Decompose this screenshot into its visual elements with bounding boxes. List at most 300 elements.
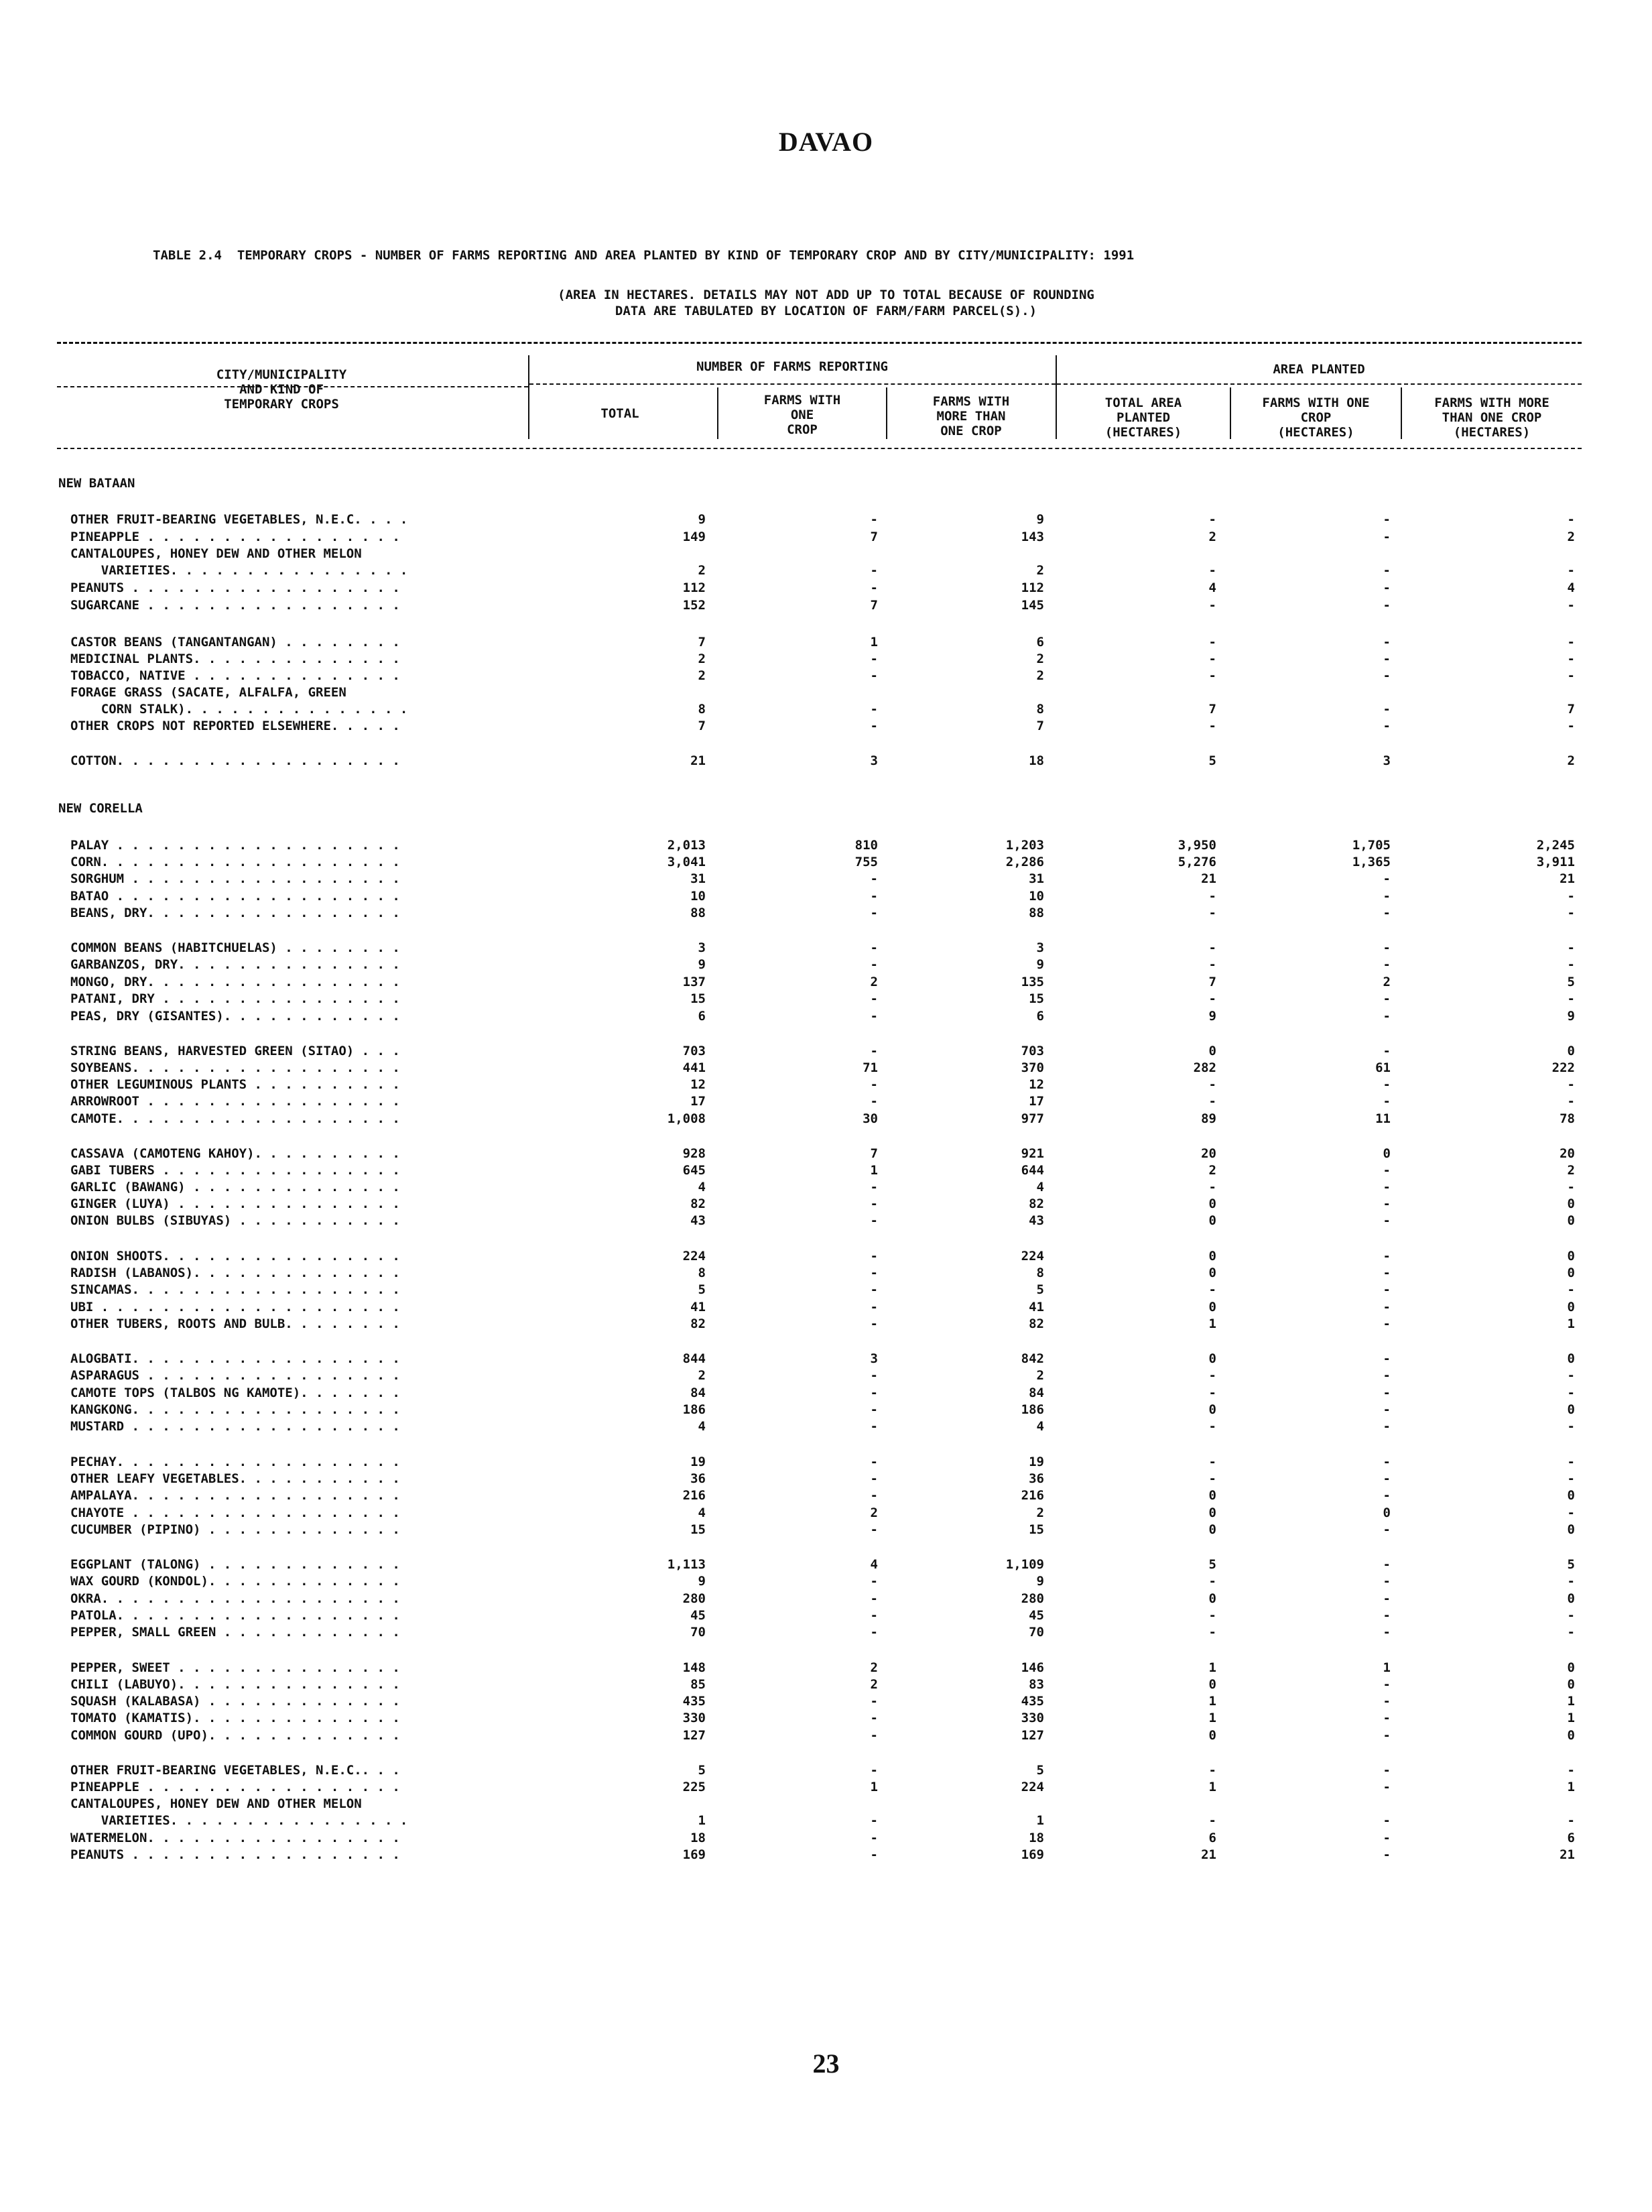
crop-label: MONGO, DRY. . . . . . . . . . . . . . . . . <box>70 975 400 989</box>
farms-one-crop-cell: - <box>870 1847 878 1862</box>
table-row <box>0 1557 1652 1573</box>
farms-one-crop-cell: 1 <box>870 1780 878 1794</box>
total-farms-cell: 3 <box>698 940 706 955</box>
area-one-crop-cell: - <box>1383 563 1391 578</box>
farms-one-crop-cell: - <box>870 1300 878 1314</box>
total-farms-cell: 36 <box>690 1471 706 1486</box>
table-row <box>0 1060 1652 1077</box>
area-more-crop-cell: - <box>1567 1608 1575 1623</box>
area-more-crop-cell: 7 <box>1567 702 1575 717</box>
area-more-crop-cell: 0 <box>1567 1266 1575 1280</box>
area-more-crop-cell: - <box>1567 1419 1575 1434</box>
total-farms-cell: 9 <box>698 512 706 527</box>
table-row <box>0 1094 1652 1110</box>
farms-one-crop-cell: - <box>870 1009 878 1024</box>
farms-one-crop-cell: 7 <box>870 598 878 613</box>
table-row <box>0 1213 1652 1229</box>
total-farms-cell: 225 <box>682 1780 706 1794</box>
total-farms-cell: 330 <box>682 1711 706 1725</box>
area-one-crop-cell: - <box>1383 1711 1391 1725</box>
table-row <box>0 563 1652 579</box>
table-row <box>0 685 1652 701</box>
farms-more-crop-cell: 88 <box>1029 906 1044 920</box>
total-area-cell: - <box>1208 563 1216 578</box>
area-more-crop-cell: - <box>1567 1574 1575 1589</box>
crop-label: CAMOTE TOPS (TALBOS NG KAMOTE). . . . . . . <box>70 1386 400 1400</box>
table-row <box>0 1660 1652 1676</box>
crop-label: WATERMELON. . . . . . . . . . . . . . . . . <box>70 1831 400 1845</box>
table-row <box>0 546 1652 562</box>
farms-more-crop-cell: 135 <box>1021 975 1044 989</box>
total-area-cell: 0 <box>1208 1044 1216 1058</box>
area-more-crop-cell: 1 <box>1567 1780 1575 1794</box>
crop-label: PINEAPPLE . . . . . . . . . . . . . . . . . <box>70 530 400 544</box>
area-one-crop-cell: - <box>1383 957 1391 972</box>
crop-label: CHILI (LABUYO). . . . . . . . . . . . . . . <box>70 1677 400 1692</box>
area-more-crop-cell: 5 <box>1567 975 1575 989</box>
section-name: NEW BATAAN <box>58 476 135 491</box>
area-one-crop-cell: - <box>1383 991 1391 1006</box>
table-row <box>0 1728 1652 1744</box>
crop-label: PALAY . . . . . . . . . . . . . . . . . . . <box>70 838 400 853</box>
table-row <box>0 1386 1652 1402</box>
crop-label: VARIETIES. . . . . . . . . . . . . . . . <box>70 563 408 578</box>
area-one-crop-cell: - <box>1383 1625 1391 1640</box>
crop-label: CASTOR BEANS (TANGANTANGAN) . . . . . . . . <box>70 635 400 650</box>
farms-more-crop-cell: 9 <box>1036 1574 1044 1589</box>
farms-one-crop-cell: - <box>870 1574 878 1589</box>
table-row <box>0 1044 1652 1060</box>
header-area-one-crop: FARMS WITH ONE CROP (HECTARES) <box>1262 395 1370 440</box>
table-row <box>0 702 1652 718</box>
table-row <box>0 1402 1652 1418</box>
total-area-cell: 9 <box>1208 1009 1216 1024</box>
table-row <box>0 1591 1652 1607</box>
farms-one-crop-cell: - <box>870 1282 878 1297</box>
total-area-cell: 7 <box>1208 975 1216 989</box>
area-one-crop-cell: - <box>1383 906 1391 920</box>
farms-more-crop-cell: 4 <box>1036 1180 1044 1194</box>
crop-label: OTHER CROPS NOT REPORTED ELSEWHERE. . . . . <box>70 719 400 733</box>
total-farms-cell: 9 <box>698 957 706 972</box>
farms-more-crop-cell: 169 <box>1021 1847 1044 1862</box>
total-area-cell: 0 <box>1208 1677 1216 1692</box>
crop-label: CASSAVA (CAMOTENG KAHOY). . . . . . . . . . <box>70 1146 400 1161</box>
crop-label: PEANUTS . . . . . . . . . . . . . . . . . . <box>70 580 400 595</box>
total-area-cell: 2 <box>1208 1163 1216 1178</box>
total-area-cell: 1 <box>1208 1694 1216 1709</box>
crop-label: ONION BULBS (SIBUYAS) . . . . . . . . . . . <box>70 1213 400 1228</box>
farms-more-crop-cell: 12 <box>1029 1077 1044 1092</box>
farms-one-crop-cell: - <box>870 1316 878 1331</box>
farms-more-crop-cell: 224 <box>1021 1780 1044 1794</box>
farms-one-crop-cell: - <box>870 889 878 904</box>
total-farms-cell: 82 <box>690 1196 706 1211</box>
table-row <box>0 1522 1652 1538</box>
area-one-crop-cell: - <box>1383 1608 1391 1623</box>
table-row <box>0 512 1652 528</box>
crop-label: CORN STALK). . . . . . . . . . . . . . . <box>70 702 408 717</box>
total-farms-cell: 137 <box>682 975 706 989</box>
area-more-crop-cell: - <box>1567 512 1575 527</box>
crop-label: SQUASH (KALABASA) . . . . . . . . . . . . . <box>70 1694 400 1709</box>
farms-more-crop-cell: 43 <box>1029 1213 1044 1228</box>
total-area-cell: - <box>1208 1608 1216 1623</box>
area-one-crop-cell: - <box>1383 719 1391 733</box>
area-more-crop-cell: 0 <box>1567 1677 1575 1692</box>
total-area-cell: 0 <box>1208 1591 1216 1606</box>
total-area-cell: - <box>1208 991 1216 1006</box>
farms-one-crop-cell: - <box>870 1591 878 1606</box>
table-row <box>0 855 1652 871</box>
total-area-cell: 6 <box>1208 1831 1216 1845</box>
farms-one-crop-cell: - <box>870 1266 878 1280</box>
area-one-crop-cell: 61 <box>1375 1060 1391 1075</box>
area-one-crop-cell: - <box>1383 1009 1391 1024</box>
total-farms-cell: 43 <box>690 1213 706 1228</box>
farms-one-crop-cell: - <box>870 991 878 1006</box>
area-one-crop-cell: 3 <box>1383 753 1391 768</box>
area-more-crop-cell: 78 <box>1560 1111 1575 1126</box>
total-area-cell: 89 <box>1201 1111 1216 1126</box>
farms-one-crop-cell: - <box>870 1831 878 1845</box>
total-area-cell: - <box>1208 1455 1216 1469</box>
farms-more-crop-cell: 18 <box>1029 1831 1044 1845</box>
table-row <box>0 1455 1652 1471</box>
crop-label: ONION SHOOTS. . . . . . . . . . . . . . . . <box>70 1249 400 1264</box>
farms-more-crop-cell: 6 <box>1036 1009 1044 1024</box>
farms-one-crop-cell: - <box>870 1368 878 1383</box>
farms-more-crop-cell: 2 <box>1036 563 1044 578</box>
farms-one-crop-cell: - <box>870 563 878 578</box>
table-row <box>0 889 1652 905</box>
total-farms-cell: 21 <box>690 753 706 768</box>
total-area-cell: 0 <box>1208 1266 1216 1280</box>
table-row <box>0 991 1652 1007</box>
area-one-crop-cell: - <box>1383 1077 1391 1092</box>
area-one-crop-cell: - <box>1383 1094 1391 1109</box>
farms-more-crop-cell: 70 <box>1029 1625 1044 1640</box>
farms-more-crop-cell: 146 <box>1021 1660 1044 1675</box>
crop-label: MUSTARD . . . . . . . . . . . . . . . . . . <box>70 1419 400 1434</box>
area-one-crop-cell: 11 <box>1375 1111 1391 1126</box>
area-one-crop-cell: - <box>1383 668 1391 683</box>
farms-more-crop-cell: 15 <box>1029 991 1044 1006</box>
total-area-cell: 4 <box>1208 580 1216 595</box>
farms-more-crop-cell: 10 <box>1029 889 1044 904</box>
farms-one-crop-cell: 7 <box>870 530 878 544</box>
area-more-crop-cell: - <box>1567 1368 1575 1383</box>
farms-more-crop-cell: 5 <box>1036 1282 1044 1297</box>
farms-more-crop-cell: 216 <box>1021 1488 1044 1503</box>
crop-label: PECHAY. . . . . . . . . . . . . . . . . . . <box>70 1455 400 1469</box>
area-more-crop-cell: 0 <box>1567 1591 1575 1606</box>
total-farms-cell: 2 <box>698 1368 706 1383</box>
crop-label: CUCUMBER (PIPINO) . . . . . . . . . . . . . <box>70 1522 400 1537</box>
table-row <box>0 598 1652 614</box>
total-area-cell: - <box>1208 889 1216 904</box>
farms-one-crop-cell: - <box>870 1694 878 1709</box>
farms-more-crop-cell: 703 <box>1021 1044 1044 1058</box>
total-farms-cell: 18 <box>690 1831 706 1845</box>
farms-more-crop-cell: 977 <box>1021 1111 1044 1126</box>
table-row <box>0 580 1652 597</box>
total-farms-cell: 31 <box>690 871 706 886</box>
crop-label: TOBACCO, NATIVE . . . . . . . . . . . . . . <box>70 668 400 683</box>
table-row <box>0 1608 1652 1624</box>
table-row <box>0 975 1652 991</box>
crop-label: FORAGE GRASS (SACATE, ALFALFA, GREEN <box>70 685 346 700</box>
crop-label: OKRA. . . . . . . . . . . . . . . . . . . . <box>70 1591 400 1606</box>
total-farms-cell: 2 <box>698 563 706 578</box>
farms-more-crop-cell: 36 <box>1029 1471 1044 1486</box>
total-farms-cell: 8 <box>698 1266 706 1280</box>
crop-label: OTHER LEGUMINOUS PLANTS . . . . . . . . . . <box>70 1077 400 1092</box>
crop-label: BEANS, DRY. . . . . . . . . . . . . . . . . <box>70 906 400 920</box>
table-row <box>0 652 1652 668</box>
farms-more-crop-cell: 6 <box>1036 635 1044 650</box>
farms-more-crop-cell: 8 <box>1036 702 1044 717</box>
area-one-crop-cell: - <box>1383 1282 1391 1297</box>
farms-more-crop-cell: 112 <box>1021 580 1044 595</box>
section-name: NEW CORELLA <box>58 801 143 816</box>
area-more-crop-cell: - <box>1567 1094 1575 1109</box>
crop-label: OTHER TUBERS, ROOTS AND BULB. . . . . . . . <box>70 1316 400 1331</box>
total-area-cell: 0 <box>1208 1522 1216 1537</box>
area-one-crop-cell: - <box>1383 1780 1391 1794</box>
farms-one-crop-cell: 30 <box>863 1111 878 1126</box>
page-title: DAVAO <box>778 127 874 157</box>
total-farms-cell: 19 <box>690 1455 706 1469</box>
total-area-cell: 20 <box>1201 1146 1216 1161</box>
table-row <box>0 530 1652 546</box>
farms-one-crop-cell: 7 <box>870 1146 878 1161</box>
total-farms-cell: 3,041 <box>667 855 706 869</box>
total-farms-cell: 127 <box>682 1728 706 1743</box>
area-more-crop-cell: - <box>1567 940 1575 955</box>
total-farms-cell: 82 <box>690 1316 706 1331</box>
area-one-crop-cell: - <box>1383 512 1391 527</box>
area-one-crop-cell: 2 <box>1383 975 1391 989</box>
crop-label: SINCAMAS. . . . . . . . . . . . . . . . . . <box>70 1282 400 1297</box>
table-row <box>0 1368 1652 1384</box>
area-more-crop-cell: 0 <box>1567 1213 1575 1228</box>
crop-label: COMMON BEANS (HABITCHUELAS) . . . . . . . . <box>70 940 400 955</box>
table-row <box>0 719 1652 735</box>
crop-label: COTTON. . . . . . . . . . . . . . . . . . . <box>70 753 400 768</box>
farms-one-crop-cell: 1 <box>870 1163 878 1178</box>
total-area-cell: 21 <box>1201 871 1216 886</box>
header-area-planted: AREA PLANTED <box>1273 362 1365 377</box>
total-area-cell: - <box>1208 668 1216 683</box>
area-more-crop-cell: - <box>1567 668 1575 683</box>
total-area-cell: - <box>1208 1180 1216 1194</box>
farms-one-crop-cell: - <box>870 1728 878 1743</box>
total-area-cell: - <box>1208 1077 1216 1092</box>
crop-label: KANGKONG. . . . . . . . . . . . . . . . . . <box>70 1402 400 1417</box>
crop-label: STRING BEANS, HARVESTED GREEN (SITAO) . . . <box>70 1044 400 1058</box>
farms-one-crop-cell: - <box>870 1608 878 1623</box>
total-farms-cell: 84 <box>690 1386 706 1400</box>
area-more-crop-cell: 21 <box>1560 1847 1575 1862</box>
total-area-cell: 3,950 <box>1178 838 1216 853</box>
farms-more-crop-cell: 84 <box>1029 1386 1044 1400</box>
area-more-crop-cell: - <box>1567 1763 1575 1778</box>
area-one-crop-cell: - <box>1383 871 1391 886</box>
total-farms-cell: 148 <box>682 1660 706 1675</box>
farms-more-crop-cell: 1,203 <box>1005 838 1044 853</box>
header-stub: CITY/MUNICIPALITY AND KIND OF TEMPORARY CROPS <box>216 367 347 412</box>
header-total-area: TOTAL AREA PLANTED (HECTARES) <box>1104 395 1182 440</box>
total-farms-cell: 703 <box>682 1044 706 1058</box>
area-one-crop-cell: - <box>1383 1419 1391 1434</box>
total-farms-cell: 7 <box>698 635 706 650</box>
farms-more-crop-cell: 2 <box>1036 652 1044 666</box>
total-area-cell: - <box>1208 719 1216 733</box>
area-one-crop-cell: - <box>1383 1557 1391 1572</box>
farms-one-crop-cell: - <box>870 957 878 972</box>
farms-more-crop-cell: 19 <box>1029 1455 1044 1469</box>
farms-one-crop-cell: - <box>870 1488 878 1503</box>
crop-label: EGGPLANT (TALONG) . . . . . . . . . . . . . <box>70 1557 400 1572</box>
farms-more-crop-cell: 82 <box>1029 1316 1044 1331</box>
total-area-cell: 1 <box>1208 1711 1216 1725</box>
farms-more-crop-cell: 8 <box>1036 1266 1044 1280</box>
farms-more-crop-cell: 1,109 <box>1005 1557 1044 1572</box>
area-more-crop-cell: 0 <box>1567 1402 1575 1417</box>
farms-one-crop-cell: - <box>870 1077 878 1092</box>
farms-more-crop-cell: 370 <box>1021 1060 1044 1075</box>
total-area-cell: 0 <box>1208 1351 1216 1366</box>
total-farms-cell: 6 <box>698 1009 706 1024</box>
table-row <box>0 1300 1652 1316</box>
crop-label: OTHER FRUIT-BEARING VEGETABLES, N.E.C. . . . <box>70 512 408 527</box>
area-one-crop-cell: - <box>1383 889 1391 904</box>
farms-more-crop-cell: 83 <box>1029 1677 1044 1692</box>
area-more-crop-cell: - <box>1567 1813 1575 1828</box>
area-one-crop-cell: - <box>1383 530 1391 544</box>
total-area-cell: - <box>1208 1625 1216 1640</box>
farms-one-crop-cell: - <box>870 1813 878 1828</box>
total-area-cell: 0 <box>1208 1728 1216 1743</box>
total-area-cell: 282 <box>1193 1060 1216 1075</box>
total-area-cell: - <box>1208 1094 1216 1109</box>
farms-more-crop-cell: 842 <box>1021 1351 1044 1366</box>
table-row <box>0 1316 1652 1333</box>
farms-one-crop-cell: - <box>870 1419 878 1434</box>
total-farms-cell: 10 <box>690 889 706 904</box>
farms-one-crop-cell: 2 <box>870 1677 878 1692</box>
area-more-crop-cell: 0 <box>1567 1728 1575 1743</box>
total-farms-cell: 12 <box>690 1077 706 1092</box>
total-farms-cell: 4 <box>698 1180 706 1194</box>
header-total: TOTAL <box>600 406 639 421</box>
total-farms-cell: 15 <box>690 1522 706 1537</box>
farms-one-crop-cell: 71 <box>863 1060 878 1075</box>
area-more-crop-cell: - <box>1567 1386 1575 1400</box>
table-row <box>0 1196 1652 1213</box>
total-area-cell: 7 <box>1208 702 1216 717</box>
total-farms-cell: 224 <box>682 1249 706 1264</box>
crop-label: GINGER (LUYA) . . . . . . . . . . . . . . . <box>70 1196 400 1211</box>
area-one-crop-cell: - <box>1383 1522 1391 1537</box>
total-area-cell: - <box>1208 1813 1216 1828</box>
farms-more-crop-cell: 45 <box>1029 1608 1044 1623</box>
crop-label: AMPALAYA. . . . . . . . . . . . . . . . . . <box>70 1488 400 1503</box>
farms-one-crop-cell: 2 <box>870 975 878 989</box>
farms-more-crop-cell: 127 <box>1021 1728 1044 1743</box>
farms-more-crop-cell: 1 <box>1036 1813 1044 1828</box>
area-more-crop-cell: - <box>1567 598 1575 613</box>
table-row <box>0 1813 1652 1829</box>
area-more-crop-cell: 1 <box>1567 1694 1575 1709</box>
farms-more-crop-cell: 3 <box>1036 940 1044 955</box>
crop-label: SOYBEANS. . . . . . . . . . . . . . . . . . <box>70 1060 400 1075</box>
header-farms-more-crop: FARMS WITH MORE THAN ONE CROP <box>932 394 1010 438</box>
area-one-crop-cell: - <box>1383 1249 1391 1264</box>
area-one-crop-cell: - <box>1383 1763 1391 1778</box>
farms-one-crop-cell: - <box>870 1249 878 1264</box>
area-more-crop-cell: - <box>1567 652 1575 666</box>
area-more-crop-cell: - <box>1567 635 1575 650</box>
total-area-cell: - <box>1208 512 1216 527</box>
area-more-crop-cell: - <box>1567 1506 1575 1520</box>
area-more-crop-cell: - <box>1567 1180 1575 1194</box>
farms-more-crop-cell: 921 <box>1021 1146 1044 1161</box>
table-row <box>0 1625 1652 1641</box>
farms-one-crop-cell: - <box>870 1044 878 1058</box>
table-row <box>0 1711 1652 1727</box>
farms-one-crop-cell: 3 <box>870 1351 878 1366</box>
table-row <box>0 1831 1652 1847</box>
area-one-crop-cell: - <box>1383 1847 1391 1862</box>
table-row <box>0 1282 1652 1298</box>
area-one-crop-cell: - <box>1383 1677 1391 1692</box>
table-row <box>0 1677 1652 1693</box>
farms-more-crop-cell: 2 <box>1036 1506 1044 1520</box>
total-farms-cell: 4 <box>698 1506 706 1520</box>
area-one-crop-cell: - <box>1383 1728 1391 1743</box>
table-caption: TABLE 2.4 TEMPORARY CROPS - NUMBER OF FARMS REPORTING AND AREA PLANTED BY KIND OF TEMPORARY CROP AND BY CITY/MUNICIPALITY: 1991 <box>153 248 1135 263</box>
section-heading <box>0 801 1652 817</box>
crop-label: OTHER FRUIT-BEARING VEGETABLES, N.E.C.. . . <box>70 1763 400 1778</box>
total-area-cell: - <box>1208 1282 1216 1297</box>
farms-one-crop-cell: - <box>870 1711 878 1725</box>
header-area-more-crop: FARMS WITH MORE THAN ONE CROP (HECTARES) <box>1434 395 1549 440</box>
area-more-crop-cell: 0 <box>1567 1488 1575 1503</box>
section-heading <box>0 476 1652 492</box>
total-area-cell: 5,276 <box>1178 855 1216 869</box>
table-row <box>0 1471 1652 1487</box>
farms-one-crop-cell: - <box>870 1402 878 1417</box>
area-more-crop-cell: 222 <box>1551 1060 1575 1075</box>
table-row <box>0 753 1652 770</box>
total-farms-cell: 112 <box>682 580 706 595</box>
total-farms-cell: 17 <box>690 1094 706 1109</box>
area-one-crop-cell: 0 <box>1383 1146 1391 1161</box>
total-area-cell: 5 <box>1208 753 1216 768</box>
area-one-crop-cell: - <box>1383 1163 1391 1178</box>
total-area-cell: - <box>1208 957 1216 972</box>
table-row <box>0 940 1652 957</box>
table-row <box>0 1694 1652 1710</box>
farms-one-crop-cell: - <box>870 1180 878 1194</box>
area-more-crop-cell: - <box>1567 991 1575 1006</box>
total-farms-cell: 45 <box>690 1608 706 1623</box>
area-more-crop-cell: 3,911 <box>1536 855 1575 869</box>
crop-label: CANTALOUPES, HONEY DEW AND OTHER MELON <box>70 1796 362 1811</box>
area-more-crop-cell: 0 <box>1567 1300 1575 1314</box>
